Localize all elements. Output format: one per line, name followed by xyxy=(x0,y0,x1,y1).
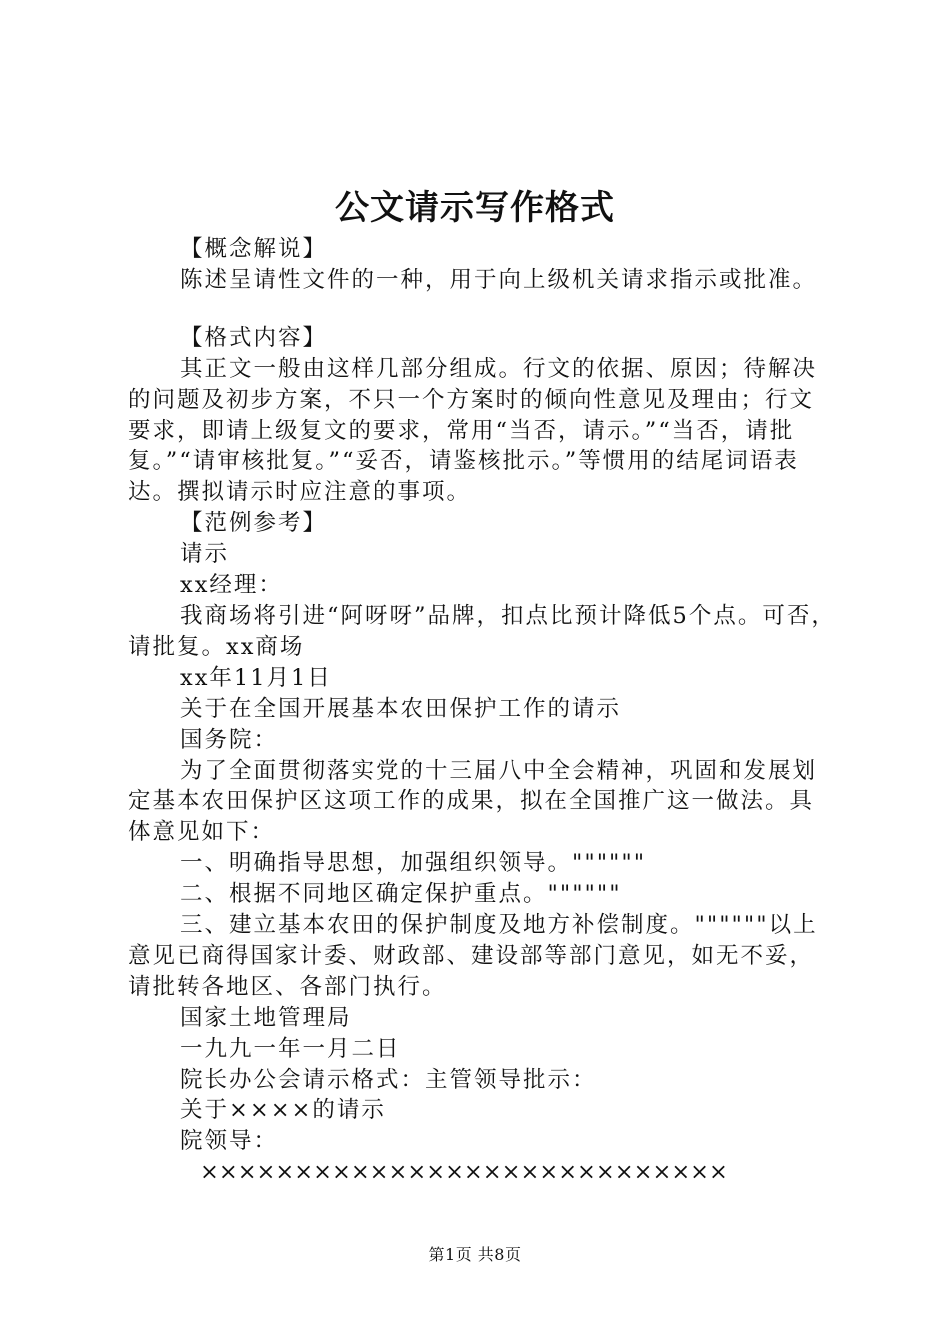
page-indicator: 第1页 共8页 xyxy=(428,1245,522,1264)
template-recipient: 院领导： xyxy=(180,1128,279,1155)
concept-paragraph: 陈述呈请性文件的一种，用于向上级机关请求指示或批准。 xyxy=(180,266,818,293)
template-heading: 院长办公会请示格式：主管领导批示： xyxy=(180,1066,597,1093)
format-paragraph: 其正文一般由这样几部分组成。行文的依据、原因；待解决的问题及初步方案，不只一个方案时的倾向性意见及理由；行文要求，即请上级复文的要求，常用“当否，请示。”“当否，请批复。”“请审核批复。”“妥否，请鉴核批示。”等惯用的结尾词语表达。撰拟请示时应注意的事项。 xyxy=(128,355,818,506)
example-recipient: xx经理： xyxy=(180,572,283,599)
example2-recipient: 国务院： xyxy=(180,726,279,753)
document-title: 公文请示写作格式 xyxy=(335,188,615,228)
example2-signature: 国家土地管理局 xyxy=(180,1004,352,1031)
document-body xyxy=(128,234,838,1188)
example2-item-2: 二、根据不同地区确定保护重点。"""""" xyxy=(180,881,622,908)
example-date: xx年11月1日 xyxy=(180,664,332,691)
section-heading-format: 【格式内容】 xyxy=(180,324,328,351)
example-title: 请示 xyxy=(180,541,230,568)
section-heading-concept: 【概念解说】 xyxy=(180,236,328,262)
example-body: 我商场将引进“阿呀呀”品牌，扣点比预计降低5个点。可否，请批复。xx商场 xyxy=(128,602,836,660)
example2-title: 关于在全国开展基本农田保护工作的请示 xyxy=(180,695,622,722)
section-heading-example: 【范例参考】 xyxy=(180,510,328,537)
example2-body: 为了全面贯彻落实党的十三届八中全会精神，巩固和发展划定基本农田保护区这项工作的成果，拟在全国推广这一做法。具体意见如下： xyxy=(128,757,818,846)
template-title: 关于××××的请示 xyxy=(180,1097,386,1124)
example2-date: 一九九一年一月二日 xyxy=(180,1035,401,1062)
example2-item-1: 一、明确指导思想，加强组织领导。"""""" xyxy=(180,850,647,877)
template-placeholder-line: ×××××××××××××××××××××××××××× xyxy=(200,1159,728,1186)
example2-item-3: 三、建立基本农田的保护制度及地方补偿制度。""""""以上意见已商得国家计委、财政部、建设部等部门意见，如无不妥，请批转各地区、各部门执行。 xyxy=(128,912,818,1000)
